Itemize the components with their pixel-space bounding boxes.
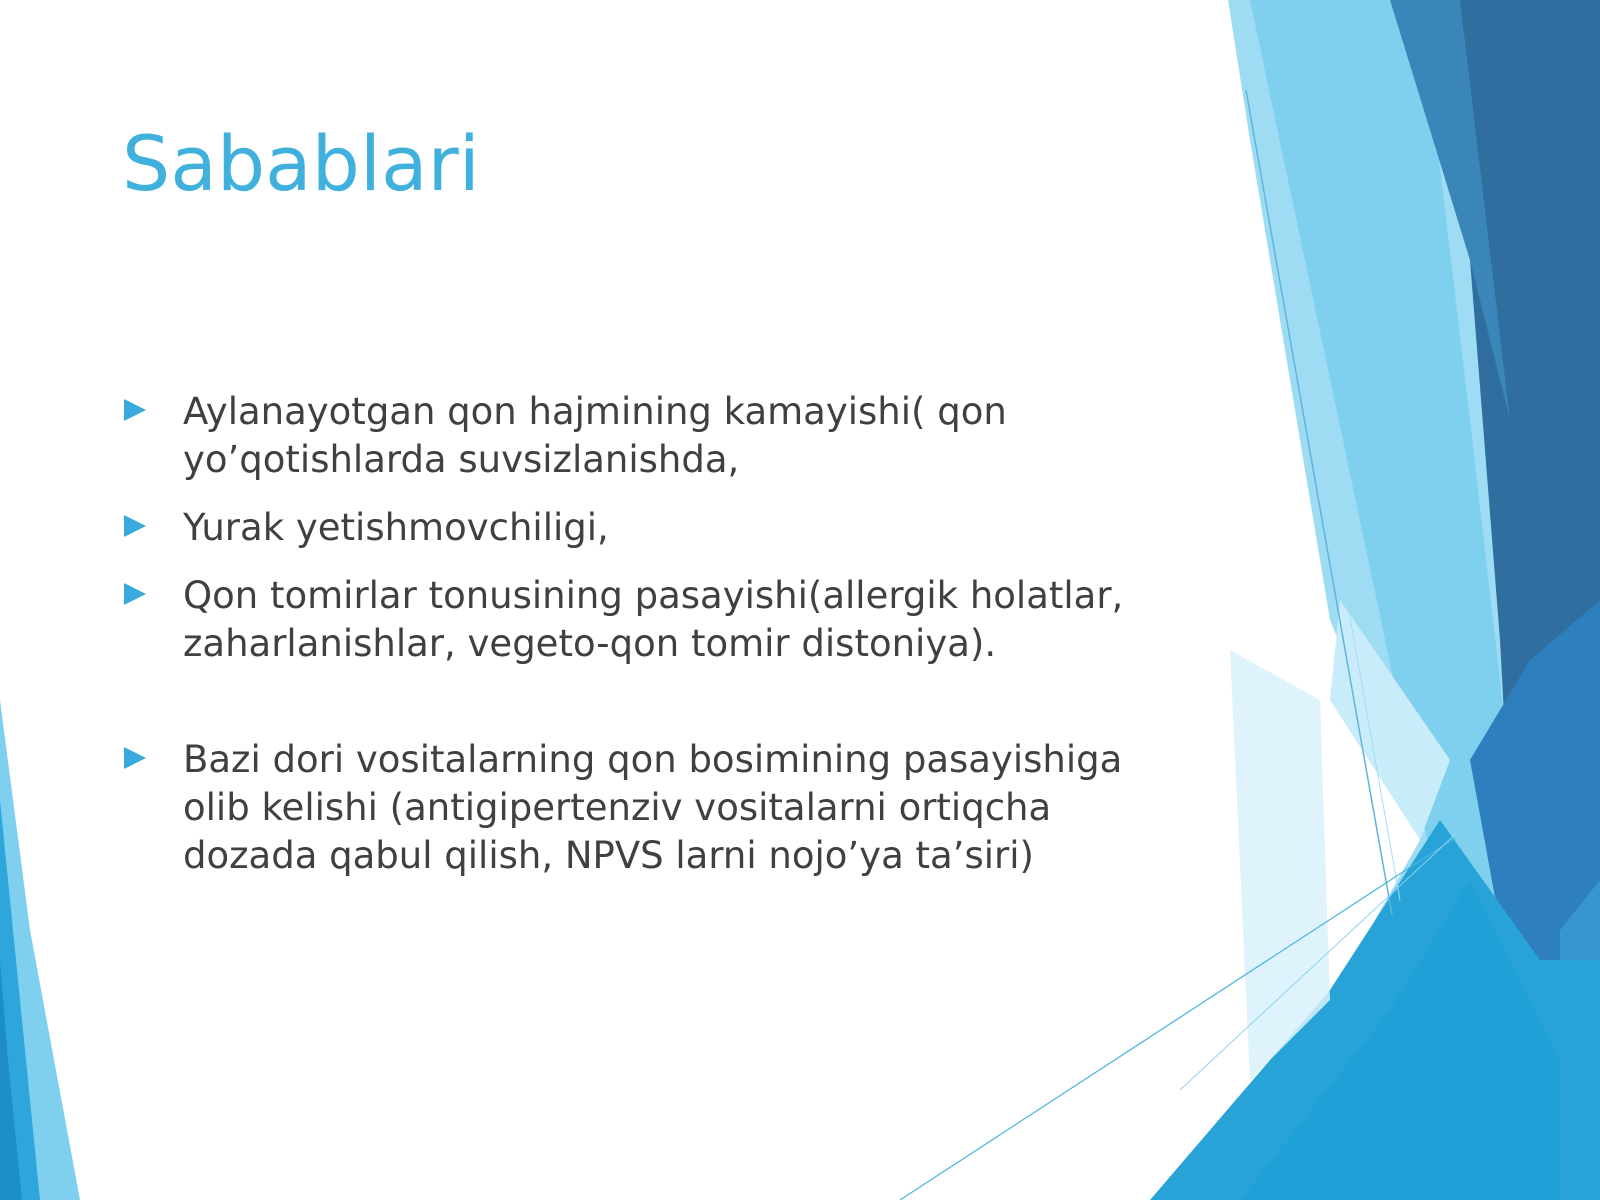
list-item	[122, 388, 1162, 484]
bullet-list	[122, 388, 1162, 900]
list-item	[122, 736, 1162, 880]
bullet-text: Yurak yetishmovchiligi,	[183, 506, 609, 549]
bullet-text: Aylanayotgan qon hajmining kamayishi( qon yo’qotishlarda suvsizlanishda,	[183, 390, 1007, 481]
triangle-arrow-icon	[122, 745, 148, 771]
list-item	[122, 572, 1162, 668]
bullet-text: Bazi dori vositalarning qon bosimining pasayishiga olib kelishi (antigipertenziv vositalarni ortiqcha dozada qabul qilish, NPVS larni nojo’ya ta’siri)	[183, 738, 1123, 877]
triangle-arrow-icon	[122, 397, 148, 423]
list-item	[122, 504, 1162, 552]
slide-title: Sabablari	[122, 119, 480, 208]
triangle-arrow-icon	[122, 513, 148, 539]
bullet-text: Qon tomirlar tonusining pasayishi(allergik holatlar, zaharlanishlar, vegeto-qon tomir distoniya).	[183, 574, 1124, 665]
triangle-arrow-icon	[122, 581, 148, 607]
